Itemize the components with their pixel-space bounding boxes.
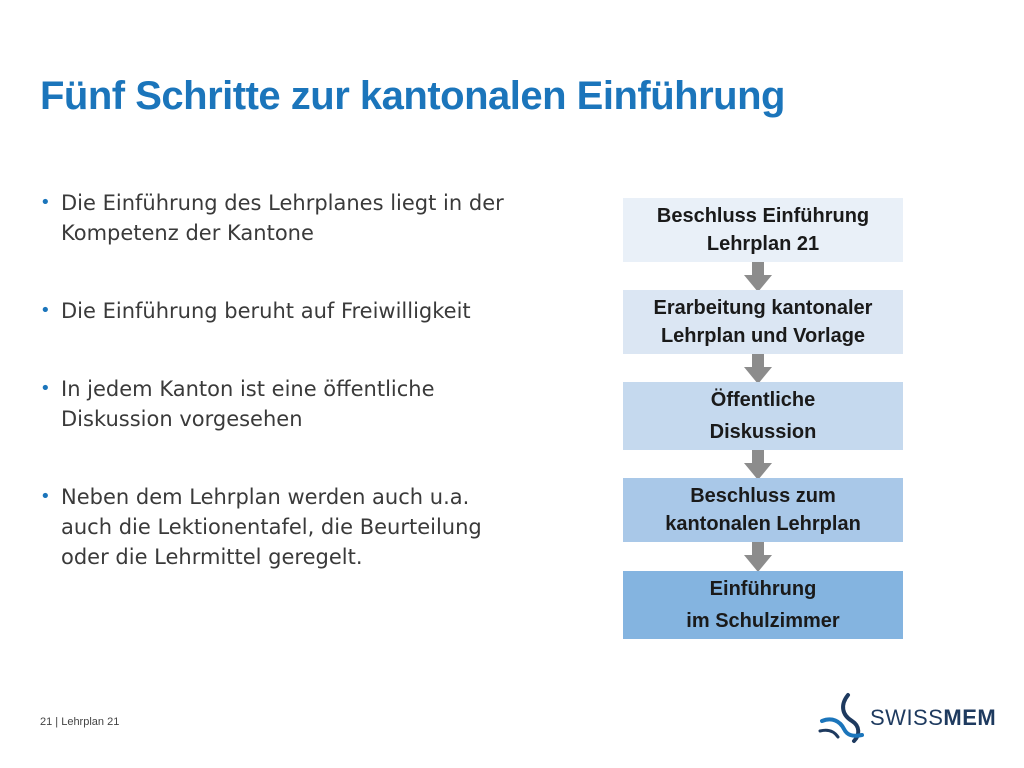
- bullet-icon: •: [40, 486, 51, 507]
- bullet-item: [40, 188, 520, 248]
- flow-step-label: Beschluss Einführung Lehrplan 21: [656, 205, 870, 255]
- slide-title: Fünf Schritte zur kantonalen Einführung: [40, 74, 785, 118]
- logo-text-light: SWISS: [870, 705, 944, 730]
- bullet-text: In jedem Kanton ist eine öffentliche Diskussion vorgesehen: [61, 377, 435, 431]
- bullet-item: [40, 374, 520, 434]
- bullet-icon: •: [40, 192, 51, 213]
- flow-step-label: Öffentliche Diskussion: [709, 389, 817, 443]
- arrow-down-icon: [744, 542, 772, 572]
- swissmem-logo: [818, 690, 997, 746]
- logo-text-bold: MEM: [943, 705, 997, 730]
- bullet-item: [40, 482, 520, 572]
- slide-footer: 21 | Lehrplan 21: [40, 716, 120, 728]
- bullet-text: Neben dem Lehrplan werden auch u.a. auch die Lektionentafel, die Beurteilung oder die Lehrmittel geregelt.: [61, 485, 482, 569]
- bullet-list: [40, 188, 520, 572]
- flow-step-label: Beschluss zum kantonalen Lehrplan: [665, 485, 861, 535]
- flow-step-erarbeitung: [623, 290, 903, 354]
- bullet-text: Die Einführung beruht auf Freiwilligkeit: [61, 299, 471, 323]
- logo-wordmark: [870, 705, 996, 731]
- arrow-down-icon: [744, 450, 772, 480]
- flow-step-label: Erarbeitung kantonaler Lehrplan und Vorlage: [653, 297, 873, 347]
- flow-step-einfuehrung-schulzimmer: [623, 571, 903, 639]
- flow-step-beschluss-einfuehrung: [623, 198, 903, 262]
- arrow-down-icon: [744, 262, 772, 292]
- flow-step-label: Einführung im Schulzimmer: [686, 578, 840, 632]
- flow-step-beschluss-lehrplan: [623, 478, 903, 542]
- arrow-down-icon: [744, 354, 772, 384]
- bullet-icon: •: [40, 378, 51, 399]
- flow-step-diskussion: [623, 382, 903, 450]
- swissmem-logo-icon: [818, 691, 866, 745]
- bullet-text: Die Einführung des Lehrplanes liegt in der Kompetenz der Kantone: [61, 191, 504, 245]
- bullet-item: [40, 296, 520, 326]
- bullet-icon: •: [40, 300, 51, 321]
